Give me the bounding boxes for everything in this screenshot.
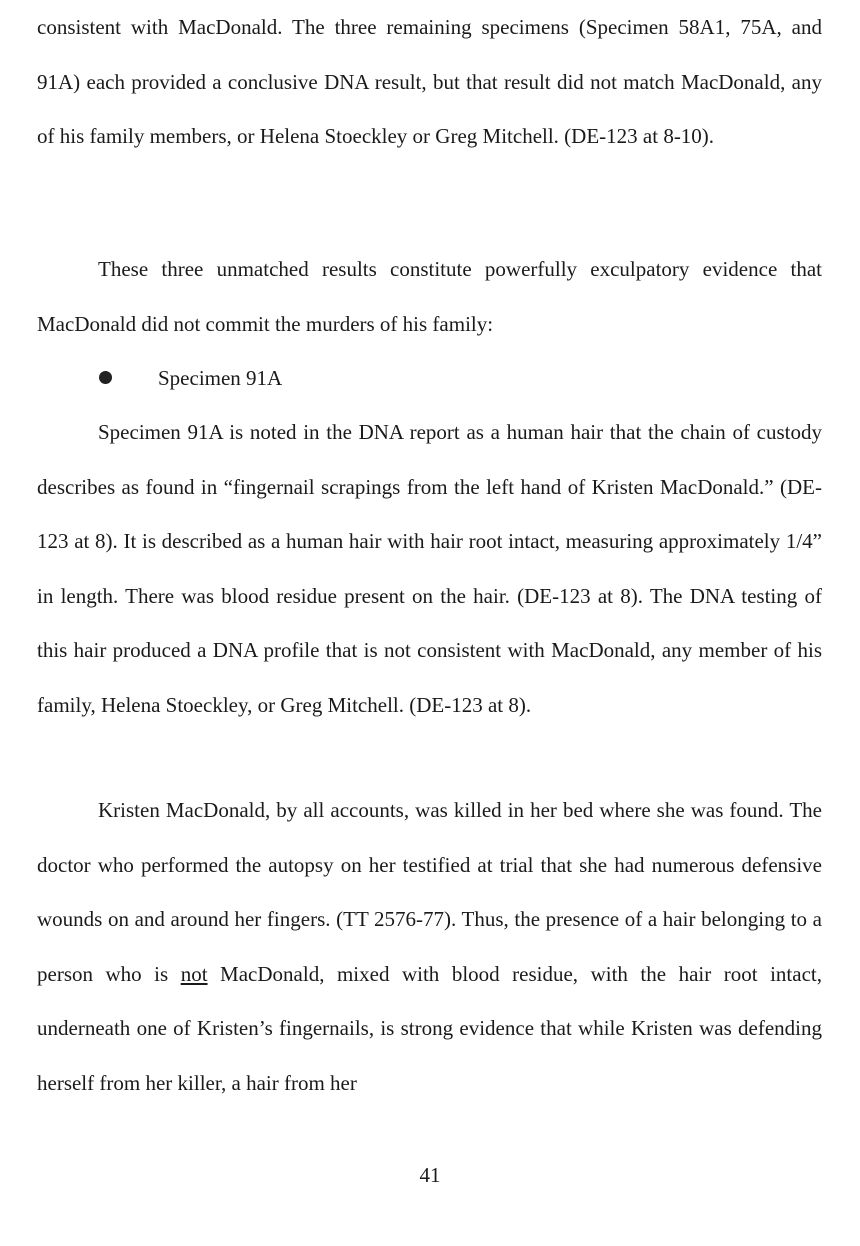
paragraph-4-text-before: Kristen MacDonald, by all accounts, was killed in her bed where she was found. The doctor who performed the autopsy on her testified at trial that she had numerous defensive wounds on and around her fingers. (TT 2576-77). Thus, the presence of a hair belonging to a person who is xyxy=(37,798,822,986)
bullet-item-specimen xyxy=(37,351,822,406)
bullet-label: Specimen 91A xyxy=(158,366,283,390)
paragraph-kristen xyxy=(37,783,822,1111)
paragraph-3: Specimen 91A is noted in the DNA report as a human hair that the chain of custody describes as found in “fingernail scrapings from the left hand of Kristen MacDonald.” (DE-123 at 8). It is described as a human hair with hair root intact, measuring approximately 1/4” in length. There was blood residue present on the hair. (DE-123 at 8). The DNA testing of this hair produced a DNA profile that is not consistent with MacDonald, any member of his family, Helena Stoeckley, or Greg Mitchell. (DE-123 at 8). xyxy=(37,420,822,717)
paragraph-1: consistent with MacDonald. The three remaining specimens (Specimen 58A1, 75A, and 91A) each provided a conclusive DNA result, but that result did not match MacDonald, any of his family members, or Helena Stoeckley or Greg Mitchell. (DE-123 at 8-10). xyxy=(37,15,822,149)
underlined-word: not xyxy=(180,961,208,986)
paragraph-4 xyxy=(37,783,822,1111)
paragraph-4-text-after: MacDonald, mixed with blood residue, with the hair root intact, underneath one of Kristen’s fingernails, is strong evidence that while Kristen was defending herself from her killer, a hair from her xyxy=(37,961,822,1095)
paragraph-continuation xyxy=(37,0,822,164)
bullet-dot-icon xyxy=(99,371,112,384)
paragraph-specimen-description xyxy=(37,405,822,733)
paragraph-2: These three unmatched results constitute powerfully exculpatory evidence that MacDonald did not commit the murders of his family: xyxy=(37,257,822,336)
page-number: 41 xyxy=(419,1163,441,1187)
paragraph-exculpatory-intro xyxy=(37,242,822,351)
